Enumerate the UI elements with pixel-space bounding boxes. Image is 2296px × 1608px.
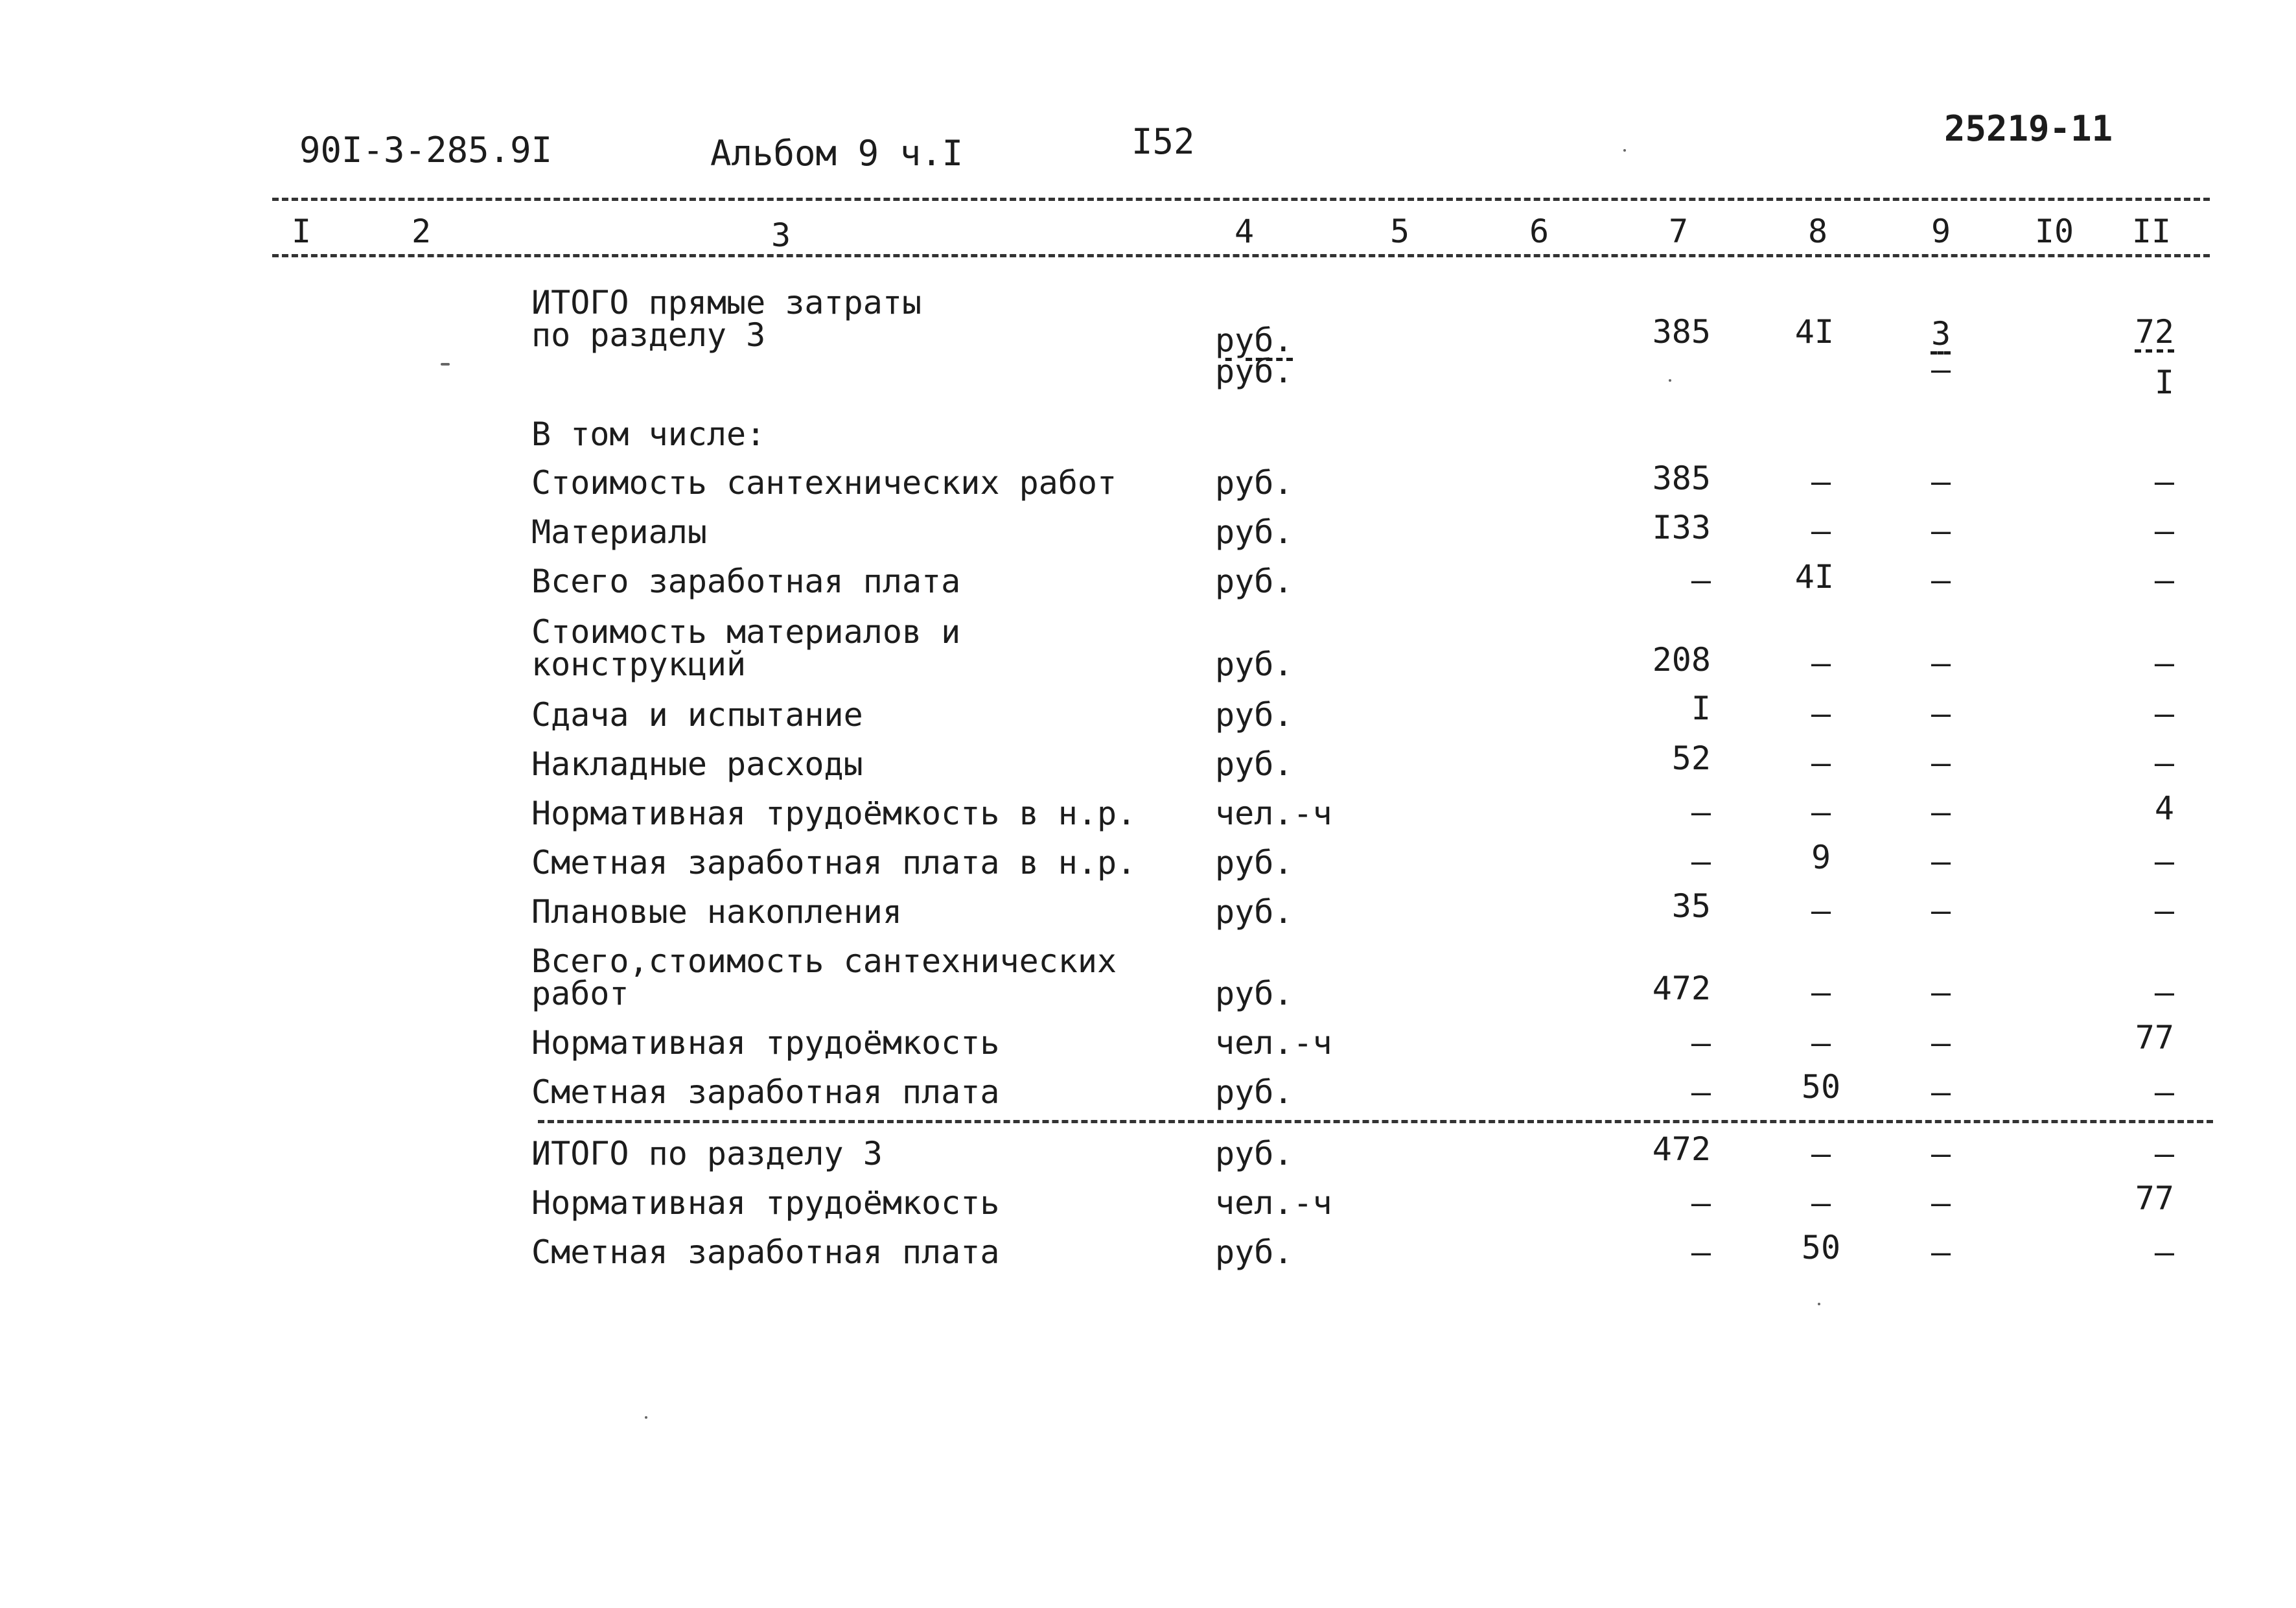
- column-number: 6: [1529, 213, 1549, 250]
- row-col7: 385: [1652, 460, 1711, 497]
- row-col8: –: [1811, 644, 1831, 682]
- totals-separator: [538, 1120, 2213, 1123]
- total-col9: –: [1931, 1135, 1951, 1172]
- row-unit: руб.: [1215, 975, 1293, 1012]
- row-col9: –: [1931, 644, 1951, 682]
- total-col8: 50: [1801, 1229, 1841, 1266]
- header-bottom-rule: [272, 254, 2210, 257]
- row-name: Стоимость сантехнических работ: [531, 464, 1117, 502]
- album-label: Альбом 9 ч.I: [710, 133, 964, 174]
- row-col7: I: [1691, 690, 1711, 727]
- row-col7: –: [1691, 793, 1711, 831]
- row-col8: –: [1811, 793, 1831, 831]
- row-col8: 4I: [1794, 558, 1834, 596]
- summary-unit-top: руб.: [1215, 321, 1293, 359]
- row-col11: –: [2154, 561, 2174, 599]
- total-col7: –: [1691, 1184, 1711, 1222]
- row-col7: –: [1691, 1073, 1711, 1111]
- summary-col11-bottom: I: [2154, 364, 2174, 401]
- total-unit: руб.: [1215, 1135, 1293, 1172]
- row-col9: –: [1931, 463, 1951, 500]
- column-number: I0: [2034, 213, 2074, 250]
- summary-col8: 4I: [1794, 313, 1834, 351]
- total-col7: 472: [1652, 1130, 1711, 1168]
- summary-col9-bottom: –: [1931, 351, 1951, 388]
- row-name-line1: Стоимость материалов и: [531, 613, 961, 651]
- row-col7: –: [1691, 561, 1711, 599]
- total-col9: –: [1931, 1184, 1951, 1222]
- row-col11: –: [2154, 1073, 2174, 1111]
- total-col11: 77: [2135, 1180, 2174, 1217]
- row-col11: –: [2154, 695, 2174, 732]
- row-col9: –: [1931, 1024, 1951, 1062]
- row-col7: I33: [1652, 509, 1711, 546]
- column-number: 9: [1931, 213, 1951, 250]
- row-name: Нормативная трудоёмкость: [531, 1024, 1000, 1062]
- scan-speck: [1669, 379, 1671, 382]
- row-col8: –: [1811, 744, 1831, 782]
- row-col7: 208: [1652, 641, 1711, 679]
- row-unit: чел.-ч: [1215, 795, 1332, 832]
- row-col7: 52: [1671, 740, 1711, 777]
- row-col8: –: [1811, 512, 1831, 550]
- summary-col9-top: 3: [1931, 315, 1951, 353]
- row-col9: –: [1931, 973, 1951, 1011]
- row-col9: –: [1931, 1073, 1951, 1111]
- row-col11: –: [2154, 512, 2174, 550]
- row-unit: руб.: [1215, 844, 1293, 881]
- total-col9: –: [1931, 1233, 1951, 1271]
- row-col11: –: [2154, 744, 2174, 782]
- total-col11: –: [2154, 1233, 2174, 1271]
- row-col8: –: [1811, 892, 1831, 929]
- row-unit: руб.: [1215, 513, 1293, 551]
- row-col11: –: [2154, 463, 2174, 500]
- total-name: Сметная заработная плата: [531, 1233, 1000, 1271]
- scan-speck: [441, 363, 450, 366]
- row-name: Плановые накопления: [531, 893, 902, 931]
- row-unit: руб.: [1215, 464, 1293, 502]
- row-unit: чел.-ч: [1215, 1024, 1332, 1062]
- archive-stamp: 25219-11: [1944, 108, 2113, 149]
- row-col9: –: [1931, 843, 1951, 880]
- scan-speck: [645, 1416, 647, 1419]
- scan-speck: [1623, 149, 1626, 152]
- summary-title-line1: ИТОГО прямые затраты: [531, 284, 922, 321]
- row-name: Сдача и испытание: [531, 696, 863, 734]
- row-col8: 9: [1811, 839, 1831, 876]
- row-name: Нормативная трудоёмкость в н.р.: [531, 795, 1137, 832]
- column-number: 7: [1668, 213, 1689, 250]
- row-col8: –: [1811, 973, 1831, 1011]
- row-col7: 35: [1671, 887, 1711, 925]
- summary-unit-bottom: руб.: [1215, 353, 1293, 390]
- row-unit: руб.: [1215, 893, 1293, 931]
- row-name-line1: Всего,стоимость сантехнических: [531, 942, 1117, 980]
- subheading: В том числе:: [531, 415, 766, 453]
- row-col11: 4: [2154, 789, 2174, 827]
- row-name-line2: конструкций: [531, 646, 747, 683]
- total-col7: –: [1691, 1233, 1711, 1271]
- row-col7: –: [1691, 843, 1711, 880]
- column-number: 4: [1234, 213, 1255, 250]
- row-unit: руб.: [1215, 646, 1293, 683]
- row-col8: 50: [1801, 1068, 1841, 1106]
- row-unit: руб.: [1215, 563, 1293, 600]
- row-col8: –: [1811, 1024, 1831, 1062]
- total-unit: руб.: [1215, 1233, 1293, 1271]
- row-col9: –: [1931, 512, 1951, 550]
- column-number: 8: [1807, 213, 1828, 250]
- total-name: Нормативная трудоёмкость: [531, 1184, 1000, 1222]
- header-top-rule: [272, 198, 2210, 201]
- row-name: Сметная заработная плата в н.р.: [531, 844, 1137, 881]
- row-col11: –: [2154, 644, 2174, 682]
- row-col8: –: [1811, 463, 1831, 500]
- row-name: Сметная заработная плата: [531, 1073, 1000, 1111]
- row-col11: –: [2154, 973, 2174, 1011]
- row-unit: руб.: [1215, 1073, 1293, 1111]
- row-col11: –: [2154, 892, 2174, 929]
- total-col8: –: [1811, 1135, 1831, 1172]
- summary-title-line2: по разделу 3: [531, 316, 766, 354]
- total-name: ИТОГО по разделу 3: [531, 1135, 883, 1172]
- total-col8: –: [1811, 1184, 1831, 1222]
- column-number: 2: [411, 213, 432, 250]
- row-name: Всего заработная плата: [531, 563, 961, 600]
- scan-speck: [1818, 1303, 1820, 1305]
- total-col11: –: [2154, 1135, 2174, 1172]
- row-name-line2: работ: [531, 975, 629, 1012]
- row-col11: –: [2154, 843, 2174, 880]
- summary-col7: 385: [1652, 313, 1711, 351]
- document-code: 90I-3-285.9I: [299, 130, 553, 170]
- column-number: 3: [771, 216, 791, 254]
- row-unit: руб.: [1215, 696, 1293, 734]
- row-col9: –: [1931, 892, 1951, 929]
- summary-col11-top: 72: [2135, 313, 2174, 351]
- row-col7: –: [1691, 1024, 1711, 1062]
- column-number: II: [2131, 213, 2172, 250]
- row-col9: –: [1931, 561, 1951, 599]
- row-unit: руб.: [1215, 745, 1293, 783]
- row-col9: –: [1931, 744, 1951, 782]
- row-col8: –: [1811, 695, 1831, 732]
- row-col9: –: [1931, 695, 1951, 732]
- row-col9: –: [1931, 793, 1951, 831]
- page-number: I52: [1131, 121, 1195, 162]
- row-col11: 77: [2135, 1019, 2174, 1056]
- column-number: 5: [1389, 213, 1410, 250]
- column-number: I: [291, 213, 312, 250]
- total-unit: чел.-ч: [1215, 1184, 1332, 1222]
- row-col7: 472: [1652, 970, 1711, 1007]
- row-name: Накладные расходы: [531, 745, 863, 783]
- row-name: Материалы: [531, 513, 707, 551]
